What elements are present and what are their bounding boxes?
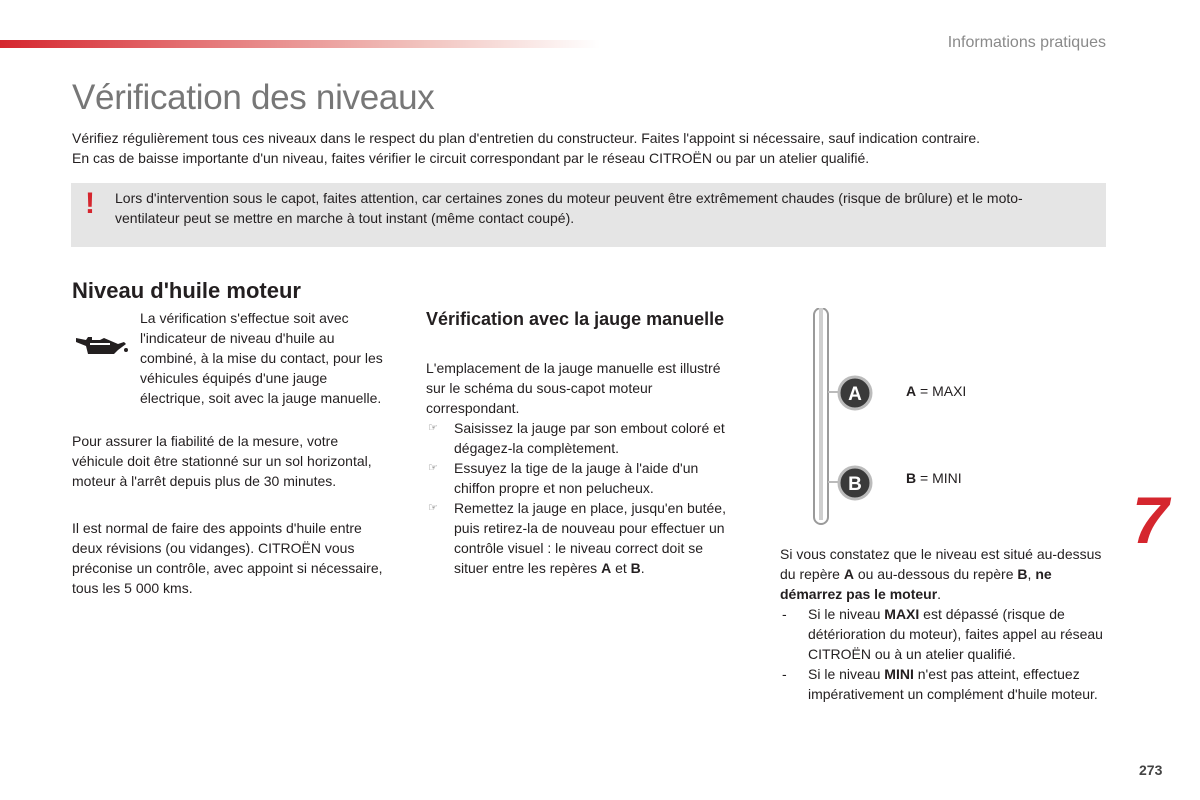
list-item <box>426 458 741 498</box>
advice-text: Si vous constatez que le niveau est situé au-dessus du repère <box>780 546 1102 582</box>
label-b-value: = MINI <box>916 470 962 486</box>
step-end: . <box>640 560 645 576</box>
oil-section-title: Niveau d'huile moteur <box>72 278 301 303</box>
marker-b-letter: B <box>848 474 862 495</box>
list-item <box>780 604 1110 664</box>
warning-box <box>71 183 1106 247</box>
label-a-value: = MAXI <box>916 383 967 399</box>
list-item <box>780 664 1110 704</box>
list-item <box>426 498 741 578</box>
warning-text: Lors d'intervention sous le capot, faites attention, car certaines zones du moteur peuvent être extrêmement chaudes (risque de brûlure) et le moto-ventilateur peut se mettre en marche à tout instant (même contact coupé). <box>115 190 1023 226</box>
marker-a-ref: A <box>843 566 854 582</box>
intro-paragraph-2: En cas de baisse importante d'un niveau, faites vérifier le circuit correspondant par le réseau CITROËN ou par un atelier qualifié. <box>72 150 870 166</box>
level-advice-intro <box>780 544 1110 604</box>
advice-text: Si le niveau <box>808 666 885 682</box>
marker-b-ref: B <box>630 560 641 576</box>
manual-check-intro: L'emplacement de la jauge manuelle est illustré sur le schéma du sous-capot moteur correspondant. <box>426 360 721 416</box>
mini-label: MINI <box>884 666 914 682</box>
level-advice-list <box>780 604 1110 704</box>
advice-text: , <box>1027 566 1036 582</box>
pointing-hand-icon: ☞ <box>428 502 438 514</box>
manual-check-body <box>426 358 741 578</box>
manual-check-steps <box>426 418 741 578</box>
dash-bullet: - <box>782 606 787 622</box>
section-header: Informations pratiques <box>947 34 1106 51</box>
dash-bullet: - <box>782 666 787 682</box>
maxi-label: MAXI <box>884 606 920 622</box>
marker-b-ref: B <box>1017 566 1028 582</box>
intro-paragraph-1: Vérifiez régulièrement tous ces niveaux dans le respect du plan d'entretien du constructeur. Faites l'appoint si nécessaire, sauf indication contraire. <box>72 130 981 146</box>
dipstick-illustration <box>810 308 880 530</box>
oil-can-icon <box>74 328 128 356</box>
advice-text: . <box>937 586 942 602</box>
do-not-start-warning: ne démarrez pas le moteur <box>780 566 1052 602</box>
oil-paragraph-2: Il est normal de faire des appoints d'huile entre deux révisions (ou vidanges). CITROËN vous préconise un contrôle, avec appoint si nécessaire, tous les 5 000 kms. <box>72 520 383 596</box>
pointing-hand-icon: ☞ <box>428 462 438 474</box>
header-accent-bar <box>0 40 600 48</box>
chapter-number: 7 <box>1132 483 1169 557</box>
step-text: Essuyez la tige de la jauge à l'aide d'un chiffon propre et non pelucheux. <box>454 460 699 496</box>
manual-check-title: Vérification avec la jauge manuelle <box>426 309 725 329</box>
oil-intro-text: La vérification s'effectue soit avec l'indicateur de niveau d'huile au combiné, à la mise du contact, pour les véhicules équipés d'une jauge électrique, soit avec la jauge manuelle. <box>140 310 383 406</box>
list-item <box>426 418 741 458</box>
page-number: 273 <box>1139 762 1163 778</box>
page-title: Vérification des niveaux <box>72 78 435 117</box>
marker-a-ref: A <box>601 560 612 576</box>
label-a-key: A <box>906 383 917 399</box>
advice-text: est dépassé (risque de détérioration du moteur), faites appel au réseau CITROËN ou à un atelier qualifié. <box>808 606 1103 662</box>
label-b-key: B <box>906 470 917 486</box>
advice-text: ou au-dessous du repère <box>853 566 1018 582</box>
pointing-hand-icon: ☞ <box>428 422 438 434</box>
marker-a-letter: A <box>848 384 862 405</box>
advice-text: n'est pas atteint, effectuez impérativement un complément d'huile moteur. <box>808 666 1098 702</box>
oil-paragraph-1: Pour assurer la fiabilité de la mesure, votre véhicule doit être stationné sur un sol horizontal, moteur à l'arrêt depuis plus de 30 minutes. <box>72 433 372 489</box>
level-advice <box>780 544 1110 704</box>
step-connector: et <box>611 560 631 576</box>
advice-text: Si le niveau <box>808 606 885 622</box>
step-text: Remettez la jauge en place, jusqu'en butée, puis retirez-la de nouveau pour effectuer un contrôle visuel : le niveau correct doit se situer entre les repères <box>454 500 726 576</box>
label-maxi <box>906 383 966 399</box>
label-mini <box>906 470 962 486</box>
step-text: Saisissez la jauge par son embout coloré et dégagez-la complètement. <box>454 420 725 456</box>
intro-text <box>72 128 1112 168</box>
warning-exclamation-icon: ! <box>85 187 95 220</box>
